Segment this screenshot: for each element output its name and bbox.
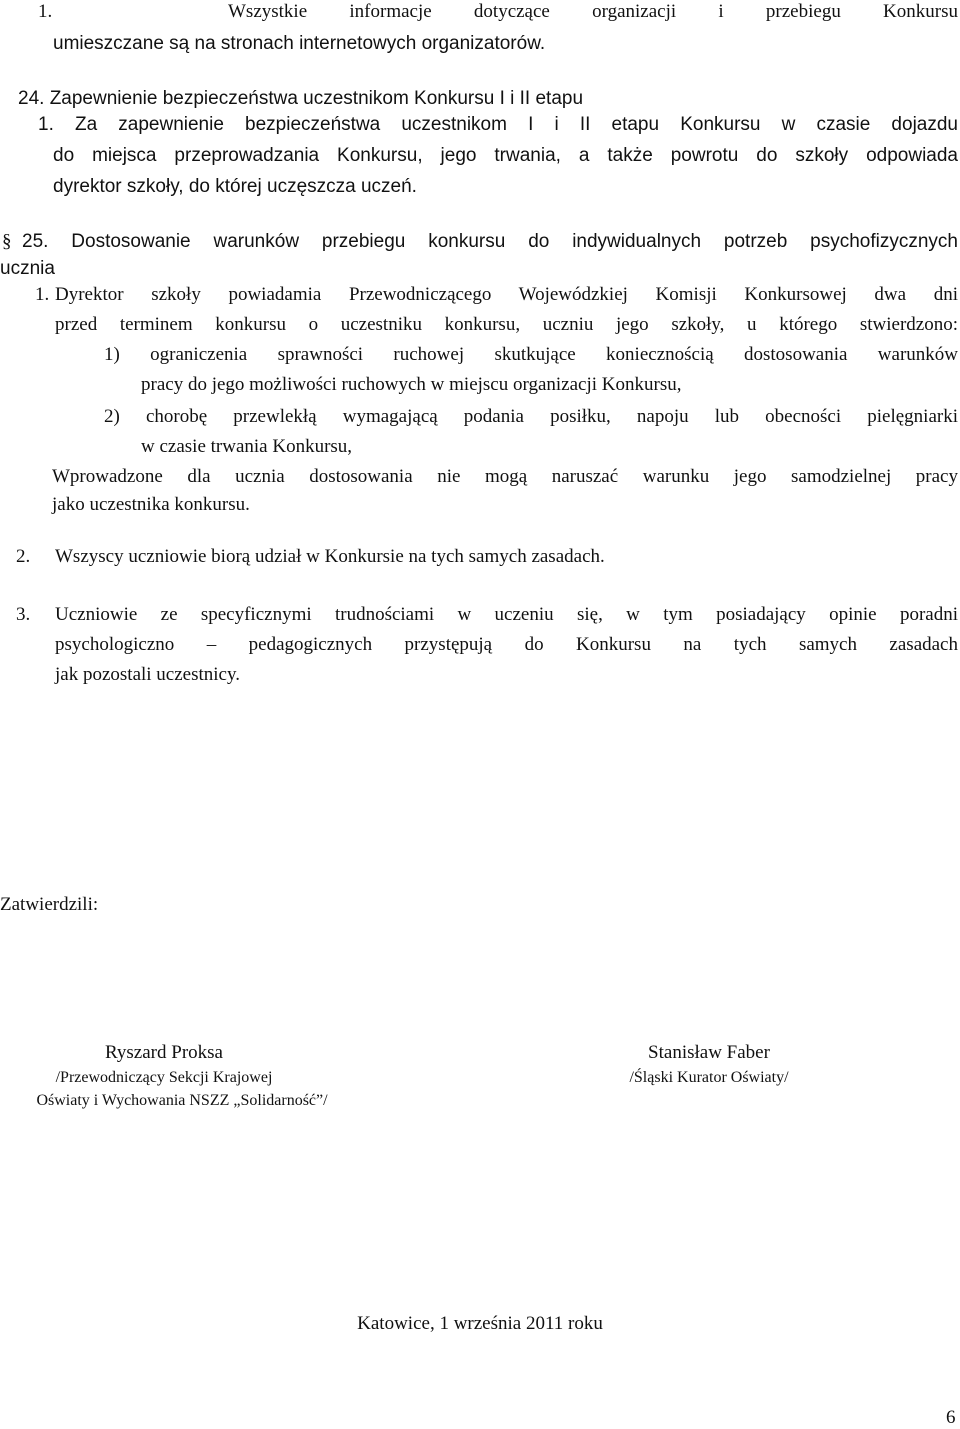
sublist-item-cont: pracy do jego możliwości ruchowych w miejscu organizacji Konkursu, — [141, 374, 682, 395]
list-number: 3. — [16, 604, 31, 625]
list-number: 1. — [38, 1, 53, 22]
paragraph-line: dyrektor szkoły, do której uczęszcza uczeń. — [53, 176, 417, 197]
paragraph-line: Wszystkie informacje dotyczące organizacji i przebiegu Konkursu — [228, 1, 958, 22]
section-heading-25: 25. Dostosowanie warunków przebiegu konkursu do indywidualnych potrzeb psychofizycznych — [22, 231, 958, 252]
sublist-item: 1) ograniczenia sprawności ruchowej skutkujące koniecznością dostosowania warunków — [104, 344, 958, 365]
paragraph-line: przed terminem konkursu o uczestniku konkursu, uczniu jego szkoły, u którego stwierdzono: — [55, 314, 958, 335]
signatory-name-right: Stanisław Faber — [648, 1042, 770, 1063]
signatory-role-right: /Śląski Kurator Oświaty/ — [629, 1069, 789, 1086]
paragraph-line: psychologiczno – pedagogicznych przystępują do Konkursu na tych samych zasadach — [55, 634, 958, 655]
paragraph-line: Wprowadzone dla ucznia dostosowania nie mogą naruszać warunku jego samodzielnej pracy — [52, 466, 958, 487]
place-date: Katowice, 1 września 2011 roku — [357, 1313, 603, 1334]
signatory-role-left: /Przewodniczący Sekcji Krajowej — [55, 1069, 273, 1086]
section-sign: § — [2, 231, 12, 252]
paragraph-line: Uczniowie ze specyficznymi trudnościami w uczeniu się, w tym posiadający opinie poradni — [55, 604, 958, 625]
section-heading-24: 24. Zapewnienie bezpieczeństwa uczestnikom Konkursu I i II etapu — [18, 88, 584, 109]
paragraph-line: do miejsca przeprowadzania Konkursu, jego trwania, a także powrotu do szkoły odpowiada — [53, 145, 958, 166]
section-heading-25-cont: ucznia — [0, 258, 55, 279]
approval-label: Zatwierdzili: — [0, 894, 99, 915]
paragraph-line: Wszyscy uczniowie biorą udział w Konkursie na tych samych zasadach. — [55, 546, 605, 567]
list-number: 1. — [35, 284, 50, 305]
page-number: 6 — [946, 1407, 956, 1428]
paragraph-line: jako uczestnika konkursu. — [52, 494, 250, 515]
paragraph-line: 1. Za zapewnienie bezpieczeństwa uczestnikom I i II etapu Konkursu w czasie dojazdu — [38, 114, 958, 135]
sublist-item-cont: w czasie trwania Konkursu, — [141, 436, 353, 457]
paragraph-line: jak pozostali uczestnicy. — [55, 664, 241, 685]
signatory-name-left: Ryszard Proksa — [105, 1042, 223, 1063]
signatory-role-left-cont: Oświaty i Wychowania NSZZ „Solidarność”/ — [36, 1092, 328, 1109]
sublist-item: 2) chorobę przewlekłą wymagającą podania posiłku, napoju lub obecności pielęgniarki — [104, 406, 958, 427]
paragraph-line: Dyrektor szkoły powiadamia Przewodniczącego Wojewódzkiej Komisji Konkursowej dwa dni — [55, 284, 958, 305]
paragraph-line: umieszczane są na stronach internetowych organizatorów. — [53, 33, 546, 54]
list-number: 2. — [16, 546, 31, 567]
